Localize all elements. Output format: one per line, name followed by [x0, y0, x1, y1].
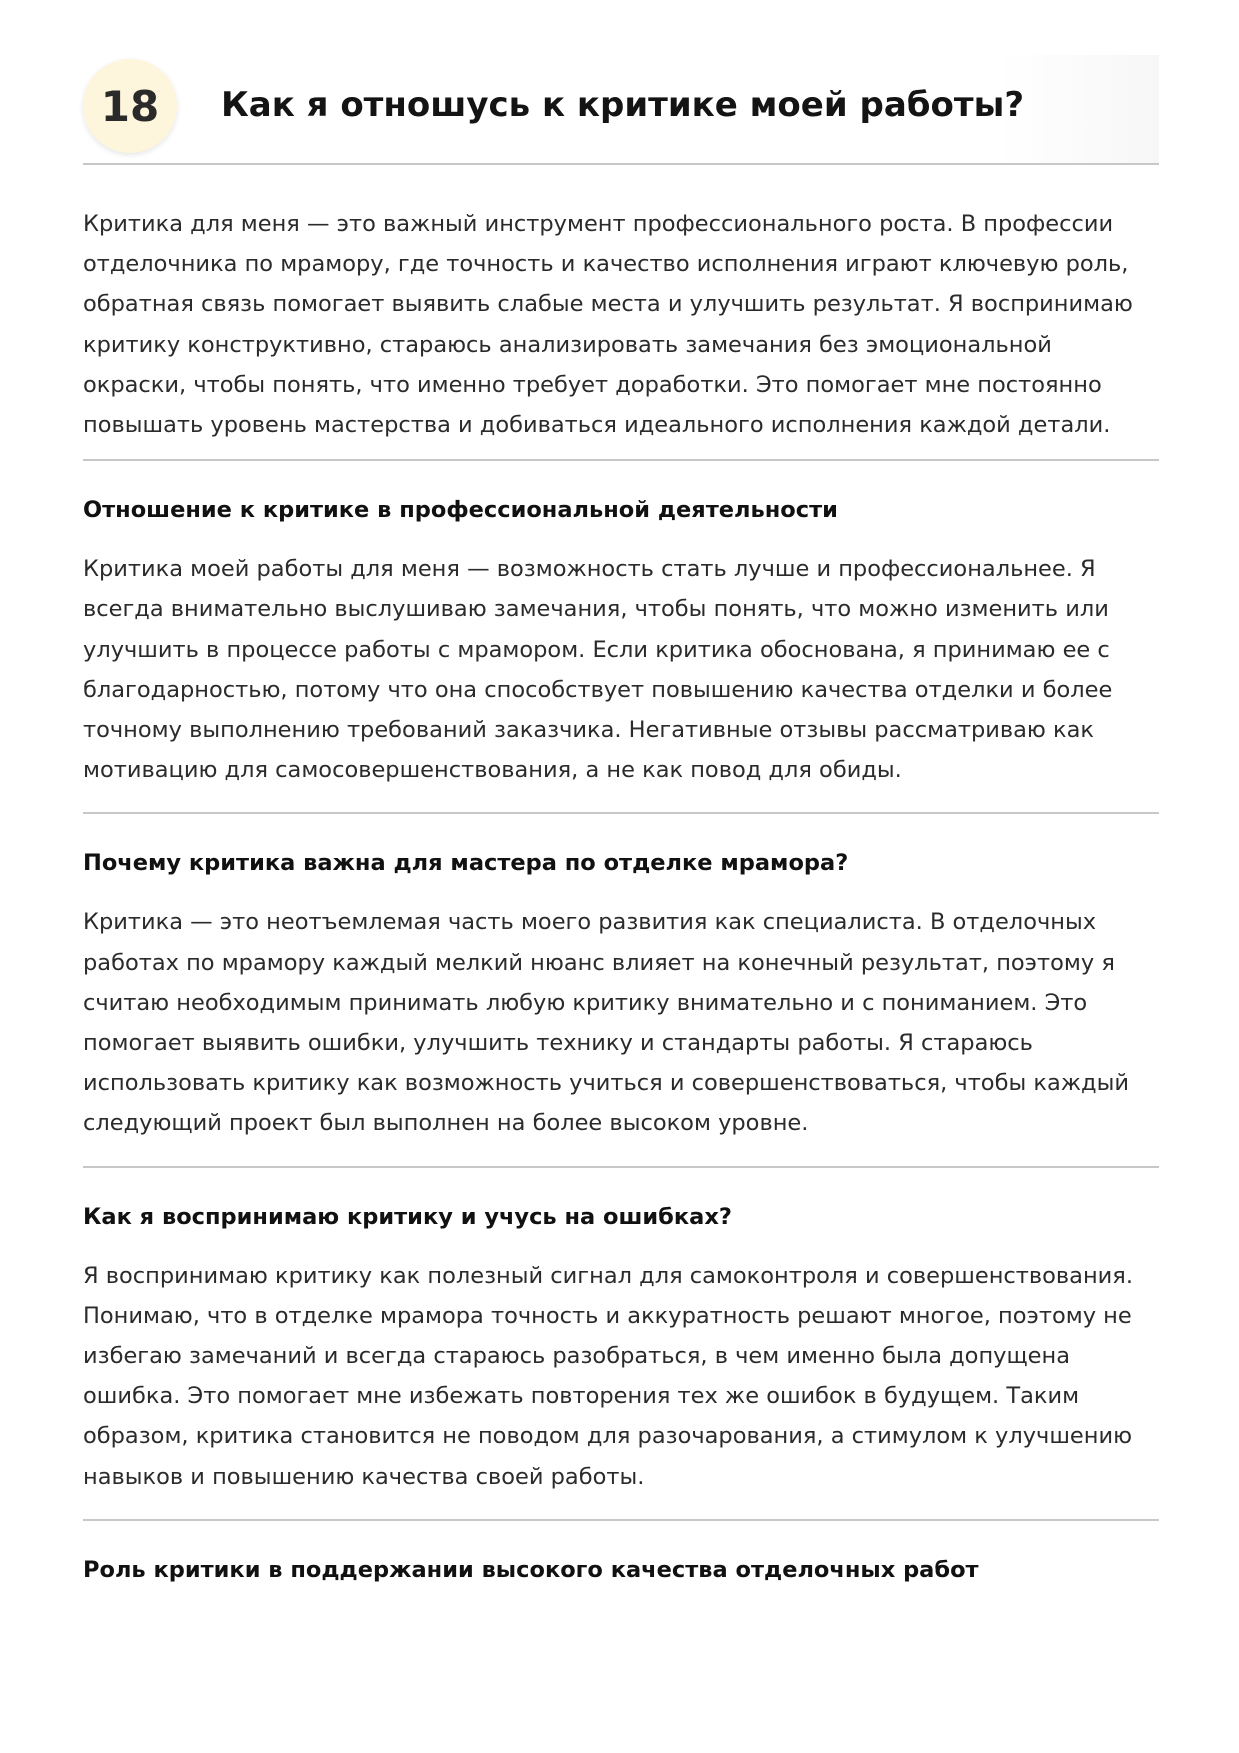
- section-quality-role: [83, 1521, 1159, 1631]
- document-page: [83, 55, 1159, 1631]
- section-body: Я воспринимаю критику как полезный сигнал для самоконтроля и совершенствования. Понимаю, что в отделке мрамора точность и аккуратность решают многое, поэтому не избегаю замечаний и всегда стараюсь разобраться, в чем именно была допущена ошибка. Это помогает мне избежать повторения тех же ошибок в будущем. Таким образом, критика становится не поводом для разочарования, а стимулом к улучшению навыков и повышению качества своей работы.: [83, 1262, 1133, 1490]
- page-header: [83, 55, 1159, 165]
- section-body: Критика моей работы для меня — возможность стать лучше и профессиональнее. Я всегда внимательно выслушиваю замечания, чтобы понять, что можно изменить или улучшить в процессе работы с мрамором. Если критика обоснована, я принимаю ее с благодарностью, потому что она способствует повышению качества отделки и более точному выполнению требований заказчика. Негативные отзывы рассматриваю как мотивацию для самосовершенствования, а не как повод для обиды.: [83, 556, 1113, 784]
- page-title: Как я отношусь к критике моей работы?: [221, 85, 1025, 125]
- intro-paragraph: Критика для меня — это важный инструмент профессионального роста. В профессии отделочника по мрамору, где точность и качество исполнения играют ключевую роль, обратная связь помогает выявить слабые места и улучшить результат. Я воспринимаю критику конструктивно, стараюсь анализировать замечания без эмоциональной окраски, чтобы понять, что именно требует доработки. Это помогает мне постоянно повышать уровень мастерства и добиваться идеального исполнения каждой детали.: [83, 211, 1133, 439]
- question-number-badge: 18: [83, 59, 177, 153]
- section-body: Критика — это неотъемлемая часть моего развития как специалиста. В отделочных работах по мрамору каждый мелкий нюанс влияет на конечный результат, поэтому я считаю необходимым принимать любую критику внимательно и с пониманием. Это помогает выявить ошибки, улучшить технику и стандарты работы. Я стараюсь использовать критику как возможность учиться и совершенствоваться, чтобы каждый следующий проект был выполнен на более высоком уровне.: [83, 909, 1129, 1137]
- section-heading: Почему критика важна для мастера по отделке мрамора?: [83, 850, 849, 877]
- section-learning: [83, 1168, 1159, 1519]
- section-heading: Как я воспринимаю критику и учусь на ошибках?: [83, 1203, 732, 1230]
- section-importance: [83, 814, 1159, 1165]
- section-attitude: [83, 461, 1159, 812]
- section-heading: Роль критики в поддержании высокого качества отделочных работ: [83, 1556, 979, 1583]
- section-heading: Отношение к критике в профессиональной деятельности: [83, 497, 838, 524]
